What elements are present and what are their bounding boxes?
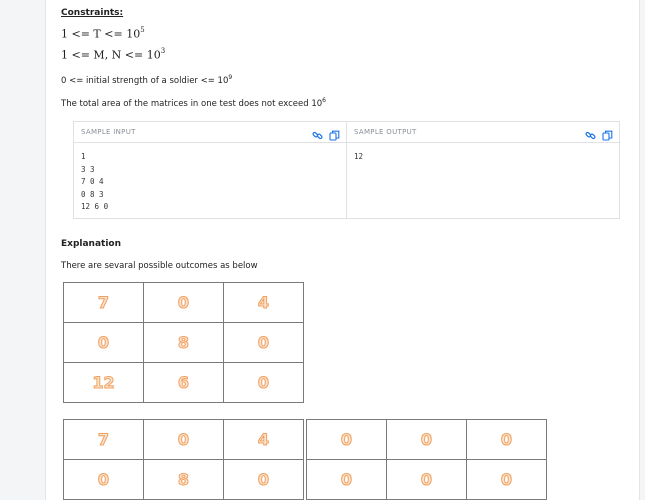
matrix-grid-1 bbox=[63, 282, 304, 403]
matrix-cell bbox=[307, 420, 387, 460]
copy-icon[interactable] bbox=[329, 126, 340, 137]
constraint-strength-exp: 9 bbox=[228, 74, 233, 81]
matrix-row bbox=[64, 460, 304, 500]
matrix-cell bbox=[64, 323, 144, 363]
matrix-cell bbox=[224, 363, 304, 403]
copy-icon[interactable] bbox=[602, 126, 613, 137]
constraint-area bbox=[61, 97, 326, 109]
matrix-cell bbox=[224, 460, 304, 500]
matrix-value: 0 bbox=[97, 333, 110, 352]
sample-output-header bbox=[347, 122, 619, 143]
matrix-cell bbox=[64, 363, 144, 403]
matrix-value: 0 bbox=[340, 470, 353, 489]
link-icon[interactable] bbox=[585, 126, 596, 137]
matrix-cell bbox=[144, 363, 224, 403]
matrix-cell bbox=[144, 283, 224, 323]
matrix-row bbox=[307, 420, 547, 460]
matrix-cell bbox=[307, 460, 387, 500]
matrix-grid-3 bbox=[306, 419, 547, 500]
constraint-t-exp: 5 bbox=[140, 26, 145, 34]
matrix-cell bbox=[64, 460, 144, 500]
matrix-value: 0 bbox=[257, 373, 270, 392]
matrix-value: 0 bbox=[420, 470, 433, 489]
sample-output-icons bbox=[585, 126, 613, 137]
matrix-cell bbox=[144, 420, 224, 460]
matrix-value: 0 bbox=[257, 333, 270, 352]
link-icon[interactable] bbox=[312, 126, 323, 137]
sample-output-title: SAMPLE OUTPUT bbox=[354, 128, 417, 136]
matrix-value: 8 bbox=[177, 470, 190, 489]
constraint-strength bbox=[61, 74, 232, 86]
matrix-cell bbox=[224, 420, 304, 460]
matrix-value: 0 bbox=[177, 293, 190, 312]
sample-input-icons bbox=[312, 126, 340, 137]
sample-io-box bbox=[73, 121, 620, 219]
sample-output-panel bbox=[347, 122, 619, 218]
matrix-cell bbox=[64, 283, 144, 323]
constraint-mn bbox=[61, 48, 165, 62]
matrix-cell bbox=[387, 460, 467, 500]
matrix-row bbox=[64, 363, 304, 403]
matrix-value: 4 bbox=[257, 430, 270, 449]
sample-input-header bbox=[74, 122, 346, 143]
matrix-cell bbox=[64, 420, 144, 460]
matrix-cell bbox=[467, 460, 547, 500]
problem-page bbox=[45, 0, 640, 500]
constraint-mn-text: 1 <= M, N <= 10 bbox=[61, 48, 161, 62]
constraint-t bbox=[61, 27, 145, 41]
matrix-value: 0 bbox=[500, 470, 513, 489]
matrix-row bbox=[64, 420, 304, 460]
matrix-value: 7 bbox=[97, 430, 110, 449]
matrix-cell bbox=[144, 460, 224, 500]
matrix-value: 4 bbox=[257, 293, 270, 312]
matrix-value: 7 bbox=[97, 293, 110, 312]
matrix-value: 0 bbox=[97, 470, 110, 489]
matrix-value: 0 bbox=[500, 430, 513, 449]
matrix-value: 0 bbox=[177, 430, 190, 449]
constraint-t-text: 1 <= T <= 10 bbox=[61, 27, 141, 41]
constraint-mn-exp: 3 bbox=[160, 47, 166, 55]
explanation-heading: Explanation bbox=[61, 239, 122, 249]
matrix-value: 0 bbox=[420, 430, 433, 449]
matrix-row bbox=[64, 283, 304, 323]
constraint-area-text: The total area of the matrices in one test does not exceed 10 bbox=[61, 98, 323, 109]
matrix-row bbox=[64, 323, 304, 363]
matrix-value: 0 bbox=[340, 430, 353, 449]
matrix-value: 6 bbox=[177, 373, 190, 392]
explanation-text: There are sevaral possible outcomes as below bbox=[61, 261, 258, 271]
sample-input-title: SAMPLE INPUT bbox=[81, 128, 136, 136]
matrix-cell bbox=[224, 283, 304, 323]
constraint-area-exp: 6 bbox=[322, 97, 326, 104]
matrix-cell bbox=[144, 323, 224, 363]
matrix-value: 12 bbox=[92, 373, 115, 392]
constraints-heading: Constraints: bbox=[61, 8, 124, 18]
matrix-cell bbox=[387, 420, 467, 460]
matrix-grid-2 bbox=[63, 419, 304, 500]
matrix-row bbox=[307, 460, 547, 500]
matrix-cell bbox=[224, 323, 304, 363]
matrix-cell bbox=[467, 420, 547, 460]
matrix-value: 8 bbox=[177, 333, 190, 352]
sample-input-panel bbox=[74, 122, 347, 218]
matrix-value: 0 bbox=[257, 470, 270, 489]
sample-output-content: 12 bbox=[354, 152, 364, 161]
constraint-strength-text: 0 <= initial strength of a soldier <= 10 bbox=[61, 75, 229, 86]
sample-input-content: 1 3 3 7 0 4 0 8 3 12 6 0 bbox=[81, 152, 109, 211]
